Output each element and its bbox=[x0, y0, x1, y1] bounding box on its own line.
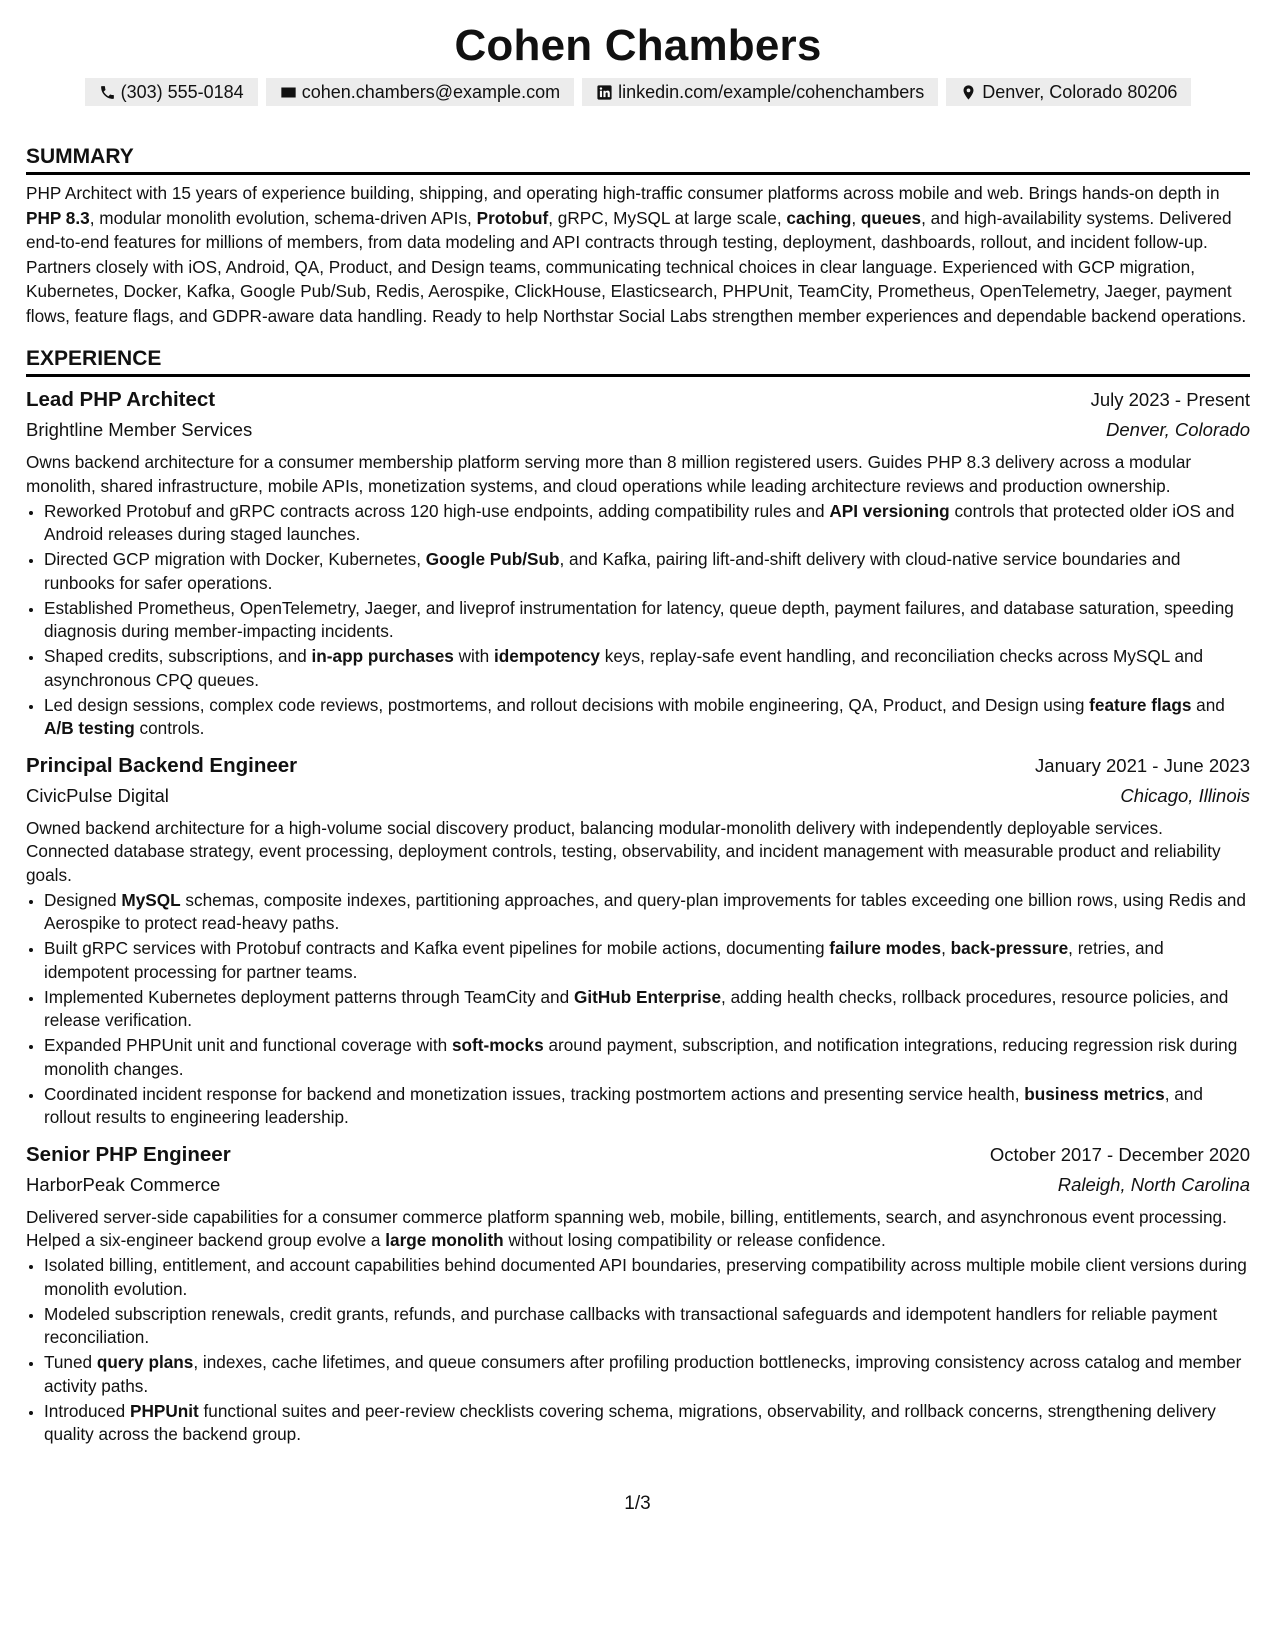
job-entry bbox=[26, 1140, 1250, 1447]
bullet-item: • Reworked Protobuf and gRPC contracts across 120 high-use endpoints, adding compatibility rules and API versioning controls that protected older iOS and Android releases during staged launches. bbox=[44, 500, 1250, 547]
bold-term: feature flags bbox=[1089, 694, 1192, 715]
contact-phone bbox=[85, 78, 258, 106]
contact-location bbox=[946, 78, 1191, 106]
bold-term: PHP 8.3 bbox=[26, 207, 90, 228]
job-entry bbox=[26, 385, 1250, 741]
location-pin-icon bbox=[960, 84, 977, 101]
bold-term: idempotency bbox=[493, 646, 600, 666]
bullet-item: • Tuned query plans, indexes, cache lifetimes, and queue consumers after profiling production bottlenecks, improving consistency across catalog and member activity paths. bbox=[44, 1351, 1250, 1398]
job-bullets bbox=[26, 889, 1250, 1130]
bold-term: query plans bbox=[96, 1352, 194, 1372]
bold-term: back-pressure bbox=[950, 938, 1069, 958]
email-icon bbox=[280, 84, 297, 101]
job-location: Denver, Colorado bbox=[1106, 419, 1250, 440]
bold-term: API versioning bbox=[829, 500, 950, 521]
job-location: Raleigh, North Carolina bbox=[1057, 1173, 1250, 1195]
bold-term: Google Pub/Sub bbox=[425, 549, 560, 569]
summary-heading: SUMMARY bbox=[26, 144, 1250, 175]
bold-term: failure modes bbox=[829, 938, 942, 958]
experience-heading: EXPERIENCE bbox=[26, 346, 1250, 377]
job-dates: July 2023 - Present bbox=[1090, 389, 1250, 410]
bold-term: in-app purchases bbox=[311, 646, 454, 666]
bullet-item: • Led design sessions, complex code reviews, postmortems, and rollout decisions with mobile engineering, QA, Product, and Design using feature flags and A/B testing controls. bbox=[44, 694, 1250, 741]
bullet-item: • Designed MySQL schemas, composite indexes, partitioning approaches, and query-plan improvements for tables exceeding one billion rows, using Redis and Aerospike to protect read-heavy paths. bbox=[44, 889, 1250, 936]
job-entry bbox=[26, 751, 1250, 1130]
summary-text: PHP Architect with 15 years of experience building, shipping, and operating high-traffic consumer platforms across mobile and web. Brings hands-on depth in PHP 8.3, modular monolith evolution, schema-driven APIs, Protobuf, gRPC, MySQL at large scale, caching, queues, and high-availability systems. Delivered end-to-end features for millions of members, from data modeling and API contracts through testing, deployment, dashboards, rollout, and incident follow-up. Partners closely with iOS, Android, QA, Product, and Design teams, communicating technical choices in clear language. Experienced with GCP migration, Kubernetes, Docker, Kafka, Google Pub/Sub, Redis, Aerospike, ClickHouse, Elasticsearch, PHPUnit, TeamCity, Prometheus, OpenTelemetry, Jaeger, payment flows, feature flags, and GDPR-aware data handling. Ready to help Northstar Social Labs strengthen member experiences and dependable backend operations. bbox=[26, 183, 1247, 326]
phone-icon bbox=[99, 84, 116, 101]
contact-location-text: Denver, Colorado 80206 bbox=[982, 82, 1178, 102]
bold-term: business metrics bbox=[1024, 1083, 1165, 1104]
job-description: Delivered server-side capabilities for a consumer commerce platform spanning web, mobile, billing, entitlements, search, and asynchronous event processing. Helped a six-engineer backend group evolve a large monolith without losing compatibility or release confidence. bbox=[26, 1206, 1227, 1250]
job-description: Owns backend architecture for a consumer membership platform serving more than 8 million registered users. Guides PHP 8.3 delivery across a modular monolith, shared infrastructure, mobile APIs, monetization systems, and cloud operations while leading architecture reviews and production ownership. bbox=[26, 452, 1192, 496]
bullet-item: • Expanded PHPUnit unit and functional coverage with soft-mocks around payment, subscription, and notification integrations, reducing regression risk during monolith changes. bbox=[44, 1034, 1250, 1081]
bullet-item: • Shaped credits, subscriptions, and in-app purchases with idempotency keys, replay-safe event handling, and reconciliation checks across MySQL and asynchronous CPQ queues. bbox=[44, 645, 1250, 692]
job-title: Senior PHP Engineer bbox=[26, 1142, 231, 1166]
bullet-item: • Built gRPC services with Protobuf contracts and Kafka event pipelines for mobile actions, documenting failure modes, back-pressure, retries, and idempotent processing for partner teams. bbox=[44, 937, 1250, 984]
resume-page bbox=[26, 20, 1250, 1447]
bullet-item: • Coordinated incident response for backend and monetization issues, tracking postmortem actions and presenting service health, business metrics, and rollout results to engineering leadership. bbox=[44, 1083, 1250, 1130]
job-dates: January 2021 - June 2023 bbox=[1035, 754, 1250, 776]
contact-phone-text: (303) 555-0184 bbox=[120, 82, 244, 102]
bold-term: caching bbox=[786, 207, 852, 228]
company-name: Brightline Member Services bbox=[26, 419, 253, 440]
bullet-item: • Isolated billing, entitlement, and account capabilities behind documented API boundaries, preserving compatibility across multiple mobile client versions during monolith evolution. bbox=[44, 1254, 1250, 1301]
company-name: CivicPulse Digital bbox=[26, 784, 169, 806]
contact-linkedin[interactable] bbox=[582, 78, 938, 106]
contact-email[interactable] bbox=[266, 78, 574, 106]
bullet-item: • Introduced PHPUnit functional suites and peer-review checklists covering schema, migrations, observability, and rollback concerns, strengthening delivery quality across the backend group. bbox=[44, 1400, 1250, 1447]
bullet-item: • Implemented Kubernetes deployment patterns through TeamCity and GitHub Enterprise, adding health checks, rollback procedures, resource policies, and release verification. bbox=[44, 986, 1250, 1033]
bold-term: A/B testing bbox=[44, 718, 135, 738]
bullet-item: • Established Prometheus, OpenTelemetry, Jaeger, and liveprof instrumentation for latency, queue depth, payment failures, and database saturation, speeding diagnosis during member-impacting incidents. bbox=[44, 597, 1250, 644]
bold-term: GitHub Enterprise bbox=[573, 986, 722, 1007]
bold-term: large monolith bbox=[385, 1230, 504, 1250]
bold-term: Protobuf bbox=[476, 207, 549, 228]
job-title: Principal Backend Engineer bbox=[26, 753, 298, 777]
linkedin-icon bbox=[596, 84, 613, 101]
candidate-name: Cohen Chambers bbox=[454, 21, 822, 70]
bullet-item: • Modeled subscription renewals, credit grants, refunds, and purchase callbacks with transactional safeguards and idempotent handlers for reliable payment reconciliation. bbox=[44, 1303, 1250, 1350]
job-title: Lead PHP Architect bbox=[26, 388, 216, 411]
job-bullets bbox=[26, 1254, 1250, 1447]
bullet-item: • Directed GCP migration with Docker, Kubernetes, Google Pub/Sub, and Kafka, pairing lift-and-shift delivery with cloud-native service boundaries and runbooks for safer operations. bbox=[44, 548, 1250, 595]
page-number: 1/3 bbox=[624, 1493, 651, 1514]
contact-email-text[interactable]: cohen.chambers@example.com bbox=[301, 82, 561, 102]
job-description: Owned backend architecture for a high-volume social discovery product, balancing modular-monolith delivery with independently deployable services. Connected database strategy, event processing, deployment controls, testing, observability, and incident management with measurable product and reliability goals. bbox=[26, 817, 1221, 885]
job-location: Chicago, Illinois bbox=[1120, 784, 1250, 806]
bold-term: PHPUnit bbox=[130, 1400, 199, 1421]
bold-term: MySQL bbox=[121, 889, 181, 910]
contact-linkedin-text[interactable]: linkedin.com/example/cohenchambers bbox=[618, 82, 925, 102]
bold-term: soft-mocks bbox=[451, 1035, 544, 1055]
contact-bar bbox=[26, 78, 1250, 106]
job-bullets bbox=[26, 500, 1250, 741]
company-name: HarborPeak Commerce bbox=[26, 1173, 221, 1195]
bold-term: queues bbox=[860, 207, 922, 228]
job-dates: October 2017 - December 2020 bbox=[989, 1143, 1250, 1165]
